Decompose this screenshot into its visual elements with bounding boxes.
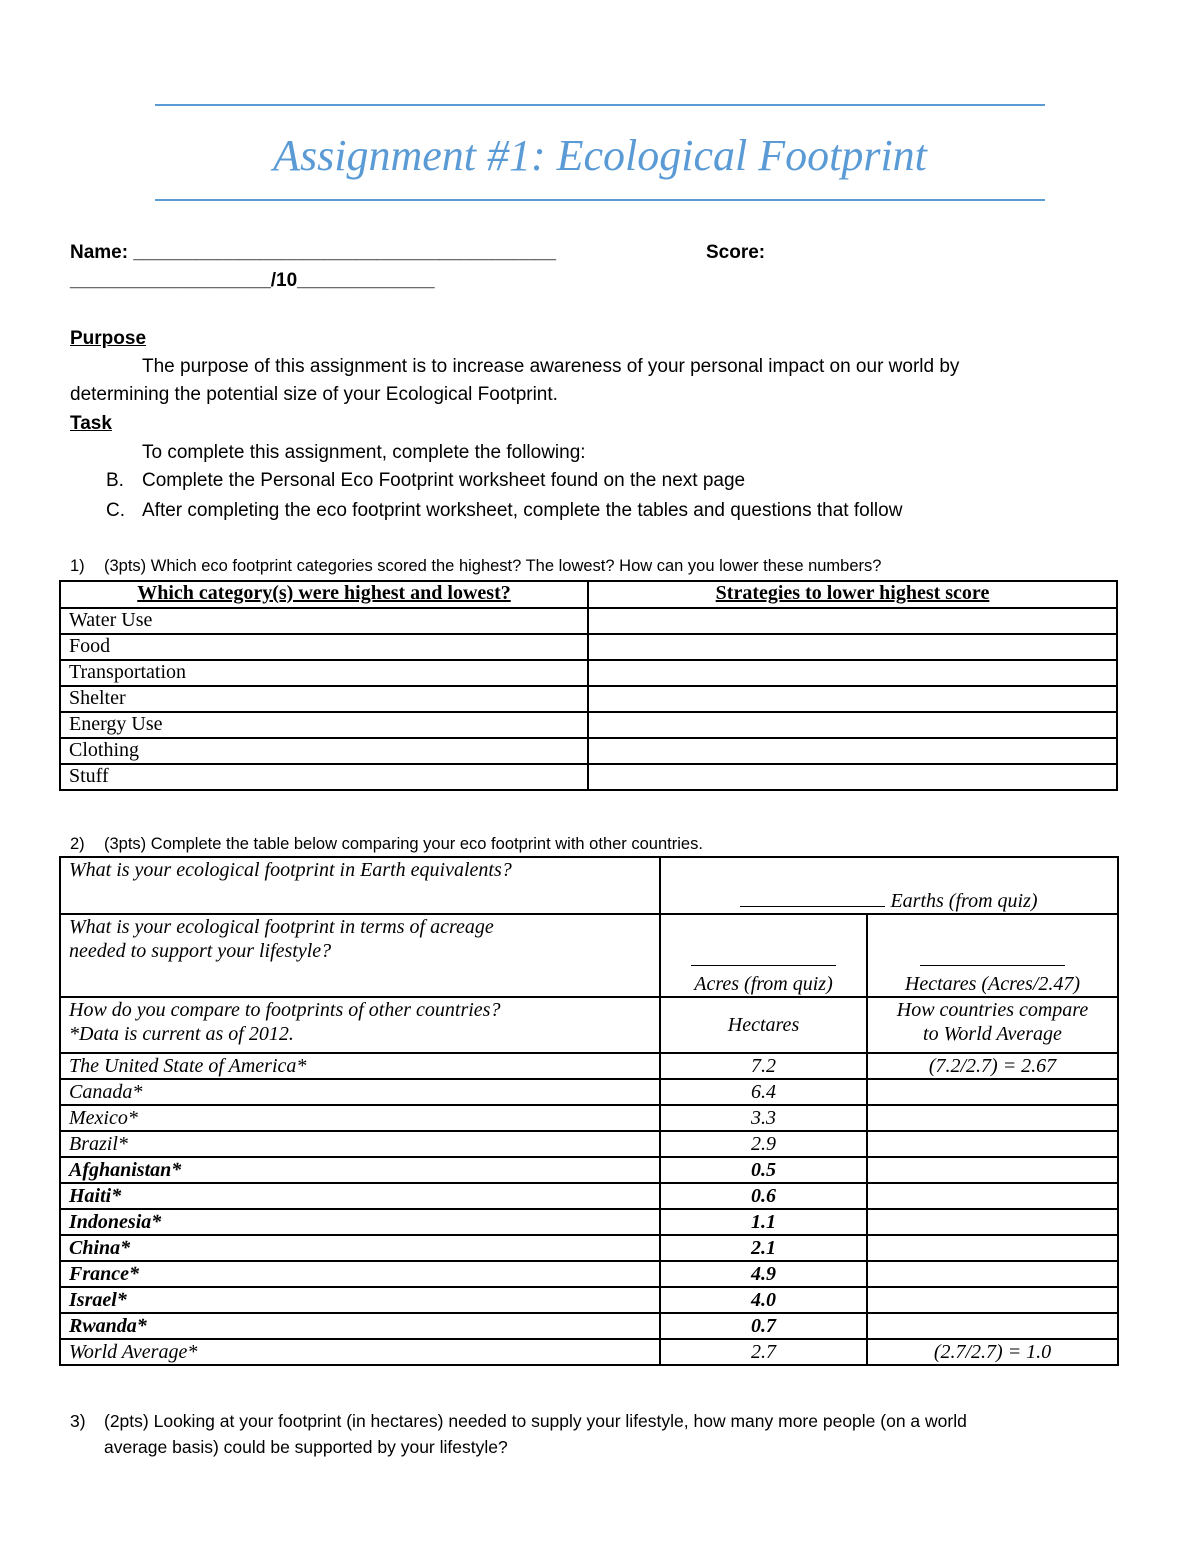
question-number: 3): [70, 1411, 86, 1431]
country-name: Brazil*: [60, 1131, 660, 1157]
country-hectares: 0.6: [660, 1183, 867, 1209]
question-2: [70, 835, 703, 854]
question-points: (2pts): [104, 1411, 149, 1431]
category-column-header: Which category(s) were highest and lowest?: [60, 581, 588, 608]
country-name: Mexico*: [60, 1105, 660, 1131]
strategy-input-cell[interactable]: [588, 634, 1117, 660]
category-cell: Water Use: [60, 608, 588, 634]
country-compare-cell[interactable]: [867, 1079, 1118, 1105]
country-name: Afghanistan*: [60, 1157, 660, 1183]
purpose-heading: Purpose: [70, 328, 147, 349]
country-row: [60, 1261, 1118, 1287]
page-title: Assignment #1: Ecological Footprint: [273, 131, 927, 180]
country-compare-cell[interactable]: [867, 1183, 1118, 1209]
country-compare-cell: (7.2/2.7) = 2.67: [867, 1053, 1118, 1079]
category-cell: Stuff: [60, 764, 588, 790]
strategy-input-cell[interactable]: [588, 764, 1117, 790]
table-row: [60, 738, 1117, 764]
hectares-unit-label: Hectares (Acres/2.47): [904, 973, 1081, 995]
task-item: [106, 470, 746, 492]
score-field[interactable]: ___________________/10_____________: [70, 270, 435, 291]
table-row: [60, 634, 1117, 660]
country-row: [60, 1313, 1118, 1339]
acres-answer-cell[interactable]: [660, 914, 867, 997]
world-average-column-header: [867, 997, 1118, 1053]
country-row: [60, 1287, 1118, 1313]
table-row: [60, 712, 1117, 738]
acreage-label-line: needed to support your lifestyle?: [69, 940, 332, 962]
task-intro: To complete this assignment, complete the following:: [142, 442, 586, 463]
answer-blank[interactable]: [920, 949, 1065, 966]
question-number: 2): [70, 835, 85, 853]
strategy-input-cell[interactable]: [588, 686, 1117, 712]
country-name: The United State of America*: [60, 1053, 660, 1079]
question-points: (3pts): [104, 557, 147, 575]
country-name: Israel*: [60, 1287, 660, 1313]
strategy-input-cell[interactable]: [588, 660, 1117, 686]
country-compare-cell[interactable]: [867, 1209, 1118, 1235]
country-hectares: 4.9: [660, 1261, 867, 1287]
strategy-input-cell[interactable]: [588, 738, 1117, 764]
question-text: Looking at your footprint (in hectares) needed to supply your lifestyle, how many more people (on a world: [153, 1411, 967, 1431]
question-3: [70, 1411, 967, 1432]
country-compare-cell: (2.7/2.7) = 1.0: [867, 1339, 1118, 1365]
acres-unit-label: Acres (from quiz): [694, 973, 833, 995]
category-cell: Transportation: [60, 660, 588, 686]
acreage-label-line: What is your ecological footprint in terms of acreage: [69, 916, 494, 938]
country-name: France*: [60, 1261, 660, 1287]
country-row: [60, 1053, 1118, 1079]
country-compare-cell[interactable]: [867, 1131, 1118, 1157]
score-label: Score:: [706, 242, 766, 263]
country-hectares: 6.4: [660, 1079, 867, 1105]
footprint-comparison-table: [59, 856, 1119, 1366]
earth-equivalent-label: What is your ecological footprint in Earth equivalents?: [60, 857, 660, 914]
strategy-input-cell[interactable]: [588, 712, 1117, 738]
question-3-continued: average basis) could be supported by your lifestyle?: [104, 1437, 508, 1457]
category-cell: Clothing: [60, 738, 588, 764]
country-compare-cell[interactable]: [867, 1105, 1118, 1131]
answer-blank[interactable]: [740, 890, 885, 907]
category-cell: Food: [60, 634, 588, 660]
question-points: (3pts): [104, 835, 147, 853]
task-item-text: Complete the Personal Eco Footprint worksheet found on the next page: [142, 470, 746, 491]
country-compare-cell[interactable]: [867, 1235, 1118, 1261]
purpose-text-2: determining the potential size of your Ecological Footprint.: [70, 384, 558, 405]
acreage-label: [60, 914, 660, 997]
answer-blank[interactable]: [691, 949, 836, 966]
table-row: [60, 764, 1117, 790]
country-hectares: 1.1: [660, 1209, 867, 1235]
earths-answer-cell[interactable]: [660, 857, 1118, 914]
country-hectares: 7.2: [660, 1053, 867, 1079]
table-row: [60, 686, 1117, 712]
compare-header-line: How do you compare to footprints of other countries?: [69, 999, 501, 1021]
category-cell: Energy Use: [60, 712, 588, 738]
purpose-text-1: The purpose of this assignment is to increase awareness of your personal impact on our world by: [142, 356, 960, 377]
world-average-header-line: to World Average: [923, 1023, 1062, 1045]
hectares-column-header: Hectares: [660, 997, 867, 1053]
country-row: [60, 1339, 1118, 1365]
strategy-column-header: Strategies to lower highest score: [588, 581, 1117, 608]
task-item-marker: C.: [106, 500, 125, 521]
country-compare-cell[interactable]: [867, 1287, 1118, 1313]
name-field[interactable]: Name: ________________________________________: [70, 242, 557, 263]
task-item: [106, 500, 903, 522]
country-row: [60, 1157, 1118, 1183]
strategy-input-cell[interactable]: [588, 608, 1117, 634]
country-name: Rwanda*: [60, 1313, 660, 1339]
country-hectares: 0.7: [660, 1313, 867, 1339]
category-table: [59, 580, 1118, 791]
country-hectares: 2.7: [660, 1339, 867, 1365]
world-average-header-line: How countries compare: [896, 999, 1089, 1021]
country-compare-cell[interactable]: [867, 1261, 1118, 1287]
title-bottom-rule: [155, 199, 1045, 201]
question-text: Which eco footprint categories scored the highest? The lowest? How can you lower these numbers?: [150, 557, 882, 575]
country-compare-cell[interactable]: [867, 1313, 1118, 1339]
country-name: Haiti*: [60, 1183, 660, 1209]
country-row: [60, 1209, 1118, 1235]
country-hectares: 0.5: [660, 1157, 867, 1183]
country-row: [60, 1105, 1118, 1131]
country-hectares: 3.3: [660, 1105, 867, 1131]
country-hectares: 2.1: [660, 1235, 867, 1261]
country-row: [60, 1131, 1118, 1157]
question-number: 1): [70, 557, 85, 575]
earths-unit-label: Earths (from quiz): [890, 890, 1038, 912]
country-hectares: 4.0: [660, 1287, 867, 1313]
country-name: Canada*: [60, 1079, 660, 1105]
question-text: Complete the table below comparing your eco footprint with other countries.: [150, 835, 703, 853]
country-name: China*: [60, 1235, 660, 1261]
task-item-marker: B.: [106, 470, 124, 491]
compare-header-label: [60, 997, 660, 1053]
country-rows: [60, 1053, 1118, 1365]
country-row: [60, 1079, 1118, 1105]
task-item-text: After completing the eco footprint worksheet, complete the tables and questions that follow: [142, 500, 903, 521]
country-compare-cell[interactable]: [867, 1157, 1118, 1183]
category-cell: Shelter: [60, 686, 588, 712]
title-top-rule: [155, 104, 1045, 106]
table-row: [60, 608, 1117, 634]
compare-header-line: *Data is current as of 2012.: [69, 1023, 294, 1045]
question-1: [70, 557, 881, 576]
task-heading: Task: [70, 413, 112, 434]
hectares-answer-cell[interactable]: [867, 914, 1118, 997]
country-name: World Average*: [60, 1339, 660, 1365]
country-row: [60, 1183, 1118, 1209]
table-row: [60, 660, 1117, 686]
country-row: [60, 1235, 1118, 1261]
country-name: Indonesia*: [60, 1209, 660, 1235]
country-hectares: 2.9: [660, 1131, 867, 1157]
